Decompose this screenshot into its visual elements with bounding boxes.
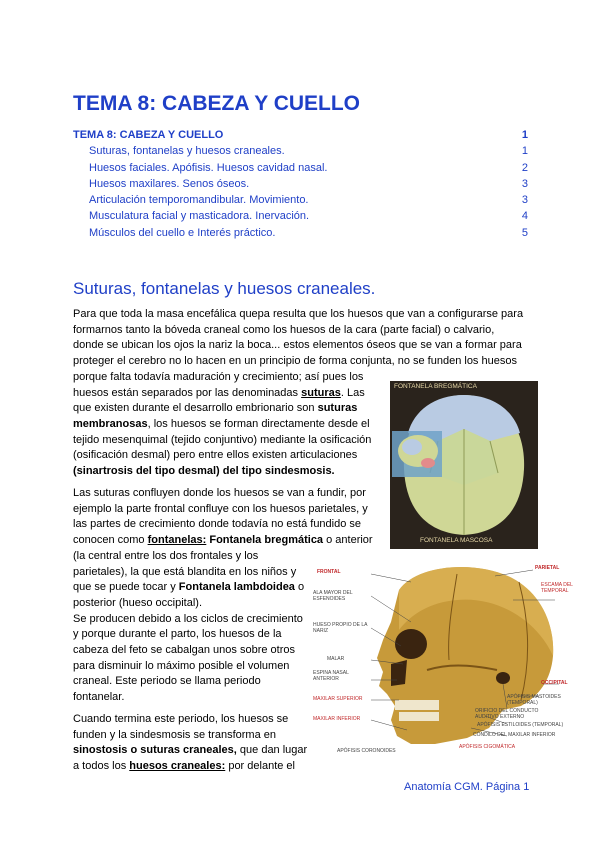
- text-line: posterior (hueso occipital).: [73, 596, 203, 609]
- text-line: Las suturas confluyen donde los huesos se van a fundir, por: [73, 487, 366, 499]
- figure-label-top: FONTANELA BREGMÁTICA: [394, 383, 477, 390]
- text-line: craneal. Este periodo se llama periodo: [73, 675, 261, 688]
- toc-entry[interactable]: [73, 227, 528, 243]
- text-run: por delante el: [225, 760, 295, 773]
- toc-entry-page: 5: [521, 226, 528, 239]
- skull-label: ESPINA NASAL ANTERIOR: [313, 670, 349, 682]
- text-line: [73, 533, 373, 549]
- term-suturas: suturas: [301, 386, 341, 399]
- toc-entry-label: Huesos faciales. Apófisis. Huesos cavidad nasal.: [89, 161, 328, 174]
- text-line: [73, 759, 323, 775]
- toc-entry-page: 3: [521, 177, 528, 190]
- text-line: parietales), la que está blandita en los niños y: [73, 565, 297, 578]
- text-line: Para que toda la masa encefálica quepa resulta que los huesos que van a configurarse para: [73, 308, 524, 320]
- skull-label: MAXILAR INFERIOR: [313, 716, 361, 722]
- toc-entry[interactable]: [73, 129, 528, 145]
- text-run: que existen durante el desarrollo embrionario son: [73, 402, 318, 415]
- text-line: (osificación desmal) pero entre ellos existen articulaciones: [73, 449, 358, 462]
- toc-entry-label: Suturas, fontanelas y huesos craneales.: [89, 145, 285, 158]
- text-line: [73, 743, 323, 759]
- skull-label: PARIETAL: [535, 565, 560, 571]
- toc-entry-page: 2: [521, 161, 528, 174]
- toc-entry-label: Músculos del cuello e Interés práctico.: [89, 226, 276, 239]
- skull-label: MALAR: [327, 656, 345, 662]
- toc-entry-page: 1: [521, 129, 528, 141]
- skull-label: APÓFISIS ESTILOIDES (TEMPORAL): [477, 722, 564, 728]
- fontanela-illustration: [390, 381, 538, 549]
- text-line: fontanelar.: [73, 691, 125, 704]
- paragraph-sinostosis: [73, 712, 323, 775]
- text-line: formarnos tanto la bóveda craneal como los huesos de la cara (parte facial) o calvario,: [73, 323, 495, 336]
- fontanela-figure: [390, 381, 538, 549]
- skull-figure: [307, 560, 579, 756]
- term-sinostosis: sinostosis o suturas craneales,: [73, 744, 237, 757]
- term-fontanela-bregmatica: Fontanela bregmática: [206, 534, 324, 547]
- text-line: tejido mesenquimal (tejido conjuntivo) mediante la osificación: [73, 433, 372, 446]
- text-run: conocen como: [73, 534, 148, 547]
- text-line: ejemplo la parte frontal confluye con los huesos parietales, y: [73, 502, 368, 515]
- text-line: Se producen debido a los ciclos de crecimiento: [73, 612, 303, 625]
- term-membranosas: membranosas: [73, 417, 148, 430]
- text-run: o anterior: [323, 534, 373, 547]
- toc-entry-label: Musculatura facial y masticadora. Inervación.: [89, 210, 310, 223]
- text-line: porque falta todavía maduración y crecimiento; así pues los: [73, 370, 364, 383]
- text-run: o: [294, 581, 305, 594]
- text-line: (la central entre los dos frontales y los: [73, 549, 259, 562]
- term-huesos-craneales: huesos craneales:: [129, 760, 226, 773]
- text-line: Cuando termina este periodo, los huesos se: [73, 713, 289, 725]
- skull-label: APÓFISIS MASTOIDES (TEMPORAL): [507, 694, 561, 706]
- text-run: a todos los: [73, 760, 130, 773]
- figure-label-bottom: FONTANELA MASCOSA: [420, 537, 493, 544]
- term-suturas-membranosas: suturas: [317, 402, 358, 415]
- toc-entry[interactable]: [73, 162, 528, 178]
- skull-label: ORIFICIO DEL CONDUCTO AUDITIVO EXTERNO: [475, 708, 539, 720]
- section-heading: Suturas, fontanelas y huesos craneales.: [73, 279, 376, 298]
- text-line: funden y la sindesmosis se transforma en: [73, 728, 276, 741]
- skull-label: ESCAMA DEL TEMPORAL: [541, 582, 573, 594]
- text-line: proteger el cerebro no lo hacen en un principio de forma conjunta, no se funden los huesos: [73, 355, 517, 368]
- toc-entry-label: Huesos maxilares. Senos óseos.: [89, 177, 250, 190]
- skull-label: OCCIPITAL: [541, 680, 568, 686]
- term-fontanela-lambdoidea: Fontanela lambdoidea: [178, 581, 295, 594]
- toc-entry-page: 1: [521, 145, 528, 158]
- skull-label: HUESO PROPIO DE LA NARIZ: [313, 622, 368, 634]
- document-title: TEMA 8: CABEZA Y CUELLO: [73, 92, 361, 115]
- text-run: huesos están separados por las denominadas: [73, 386, 302, 399]
- text-line: cabeza del feto se cabalgan unos sobre otros: [73, 644, 295, 657]
- toc-entry[interactable]: [73, 194, 528, 210]
- toc-entry-label: Articulación temporomandibular. Movimiento.: [89, 194, 309, 207]
- toc-entry-label: TEMA 8: CABEZA Y CUELLO: [73, 129, 224, 141]
- table-of-contents: [73, 129, 528, 243]
- skull-label: APÓFISIS CORONOIDES: [337, 748, 396, 754]
- toc-entry[interactable]: [73, 145, 528, 161]
- toc-entry[interactable]: [73, 178, 528, 194]
- toc-entry[interactable]: [73, 210, 528, 226]
- skull-label: APÓFISIS CIGOMÁTICA: [459, 744, 516, 750]
- text-run: , los huesos se forman directamente desde el: [147, 417, 370, 430]
- text-line: y porque durante el parto, los huesos de la: [73, 628, 282, 641]
- skull-label: MAXILAR SUPERIOR: [313, 696, 363, 702]
- toc-entry-page: 4: [521, 210, 528, 223]
- text-run: que se puede tocar y: [73, 581, 179, 594]
- text-line: para disminuir lo máximo posible el volumen: [73, 659, 290, 672]
- term-sinartrosis: (sinartrosis del tipo desmal) del tipo sindesmosis.: [73, 465, 335, 478]
- term-fontanelas: fontanelas:: [147, 534, 207, 547]
- skull-label: ALA MAYOR DEL ESFENOIDES: [313, 590, 353, 602]
- text-run: que dan lugar: [236, 744, 308, 757]
- text-run: . Las: [340, 386, 365, 399]
- page-footer: Anatomía CGM. Página 1: [404, 781, 530, 793]
- skull-label: CÓNDILO DEL MAXILAR INFERIOR: [473, 732, 556, 738]
- text-line: donde se ubican los ojos la nariz la boca... estos elementos óseos que se van a formar para: [73, 339, 522, 352]
- toc-entry-page: 3: [521, 194, 528, 207]
- text-line: las partes de crecimiento donde todavía no está fundido se: [73, 518, 362, 531]
- skull-label: FRONTAL: [317, 569, 341, 575]
